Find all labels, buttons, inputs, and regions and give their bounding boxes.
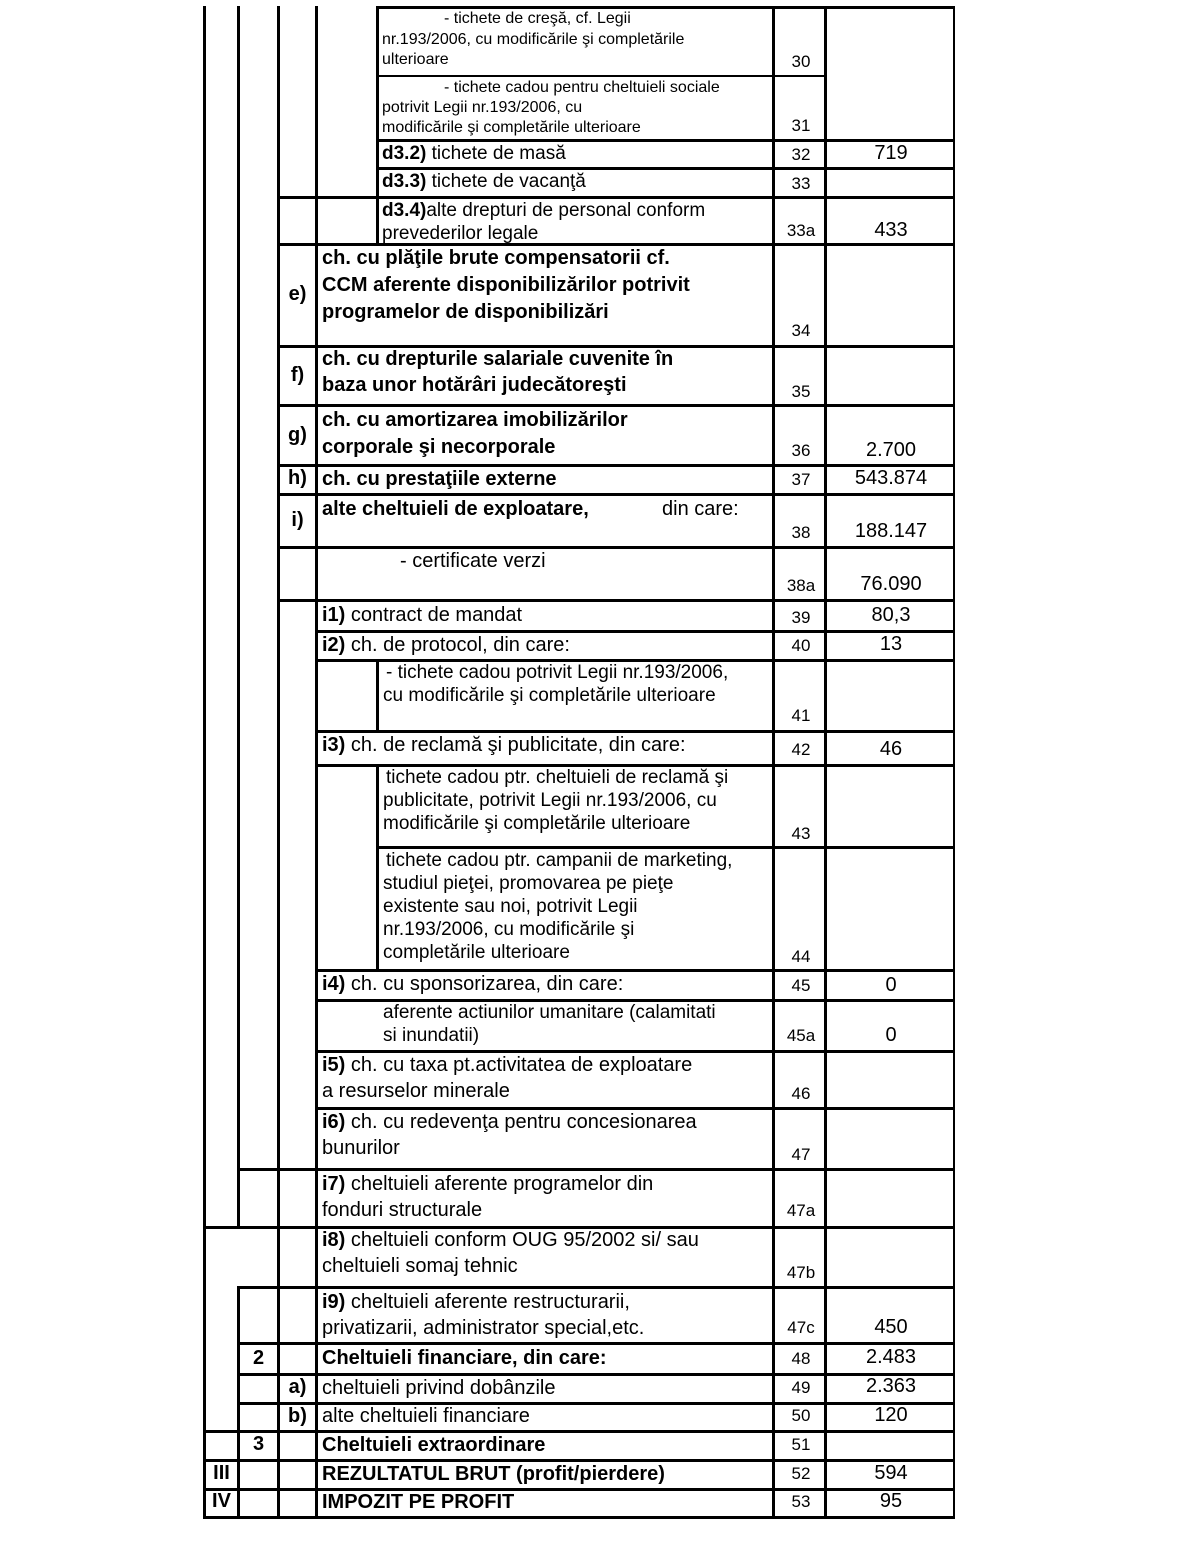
row-39-text: contract de mandat: [345, 604, 523, 626]
row-37-code: 37: [791, 470, 811, 489]
row-42-text: ch. de reclamă şi publicitate, din care:: [345, 734, 686, 756]
row-38a-code: 38a: [786, 576, 816, 595]
row-47-line2: bunurilor: [322, 1137, 400, 1159]
row-49-text: cheltuieli privind dobânzile: [322, 1377, 556, 1399]
row-52-value: 594: [874, 1462, 908, 1484]
row-30-line3: ulterioare: [382, 51, 449, 68]
row-49-code: 49: [791, 1378, 811, 1397]
row-53-text: IMPOZIT PE PROFIT: [322, 1491, 515, 1513]
row-47a-text: cheltuieli aferente programelor din: [345, 1173, 654, 1195]
row-38-code: 38: [791, 523, 811, 542]
row-39-prefix: i1): [322, 604, 346, 626]
row-44-line1: tichete cadou ptr. campanii de marketing,: [386, 850, 733, 871]
row-47-prefix: i6): [322, 1111, 346, 1133]
row-33a-code: 33a: [786, 221, 816, 240]
row-33-label: [382, 170, 586, 194]
row-46-text: ch. cu taxa pt.activitatea de exploatare: [345, 1054, 693, 1076]
col-divider: [277, 6, 280, 1518]
row-33a-line1: [382, 199, 705, 223]
row-40-prefix: i2): [322, 634, 346, 656]
row-41-code: 41: [791, 706, 811, 725]
row-47c-line1: [322, 1289, 630, 1316]
row-31-line3: modificările şi completările ulterioare: [382, 119, 641, 136]
row-32-code: 32: [791, 145, 811, 164]
row-34-line2: CCM aferente disponibilizărilor potrivit: [322, 274, 690, 296]
row-33a-prefix: d3.4): [382, 200, 427, 221]
row-33a-line2: prevederilor legale: [382, 223, 539, 244]
row-30-code: 30: [791, 52, 811, 71]
col-divider: [315, 6, 318, 1518]
row-47c-code: 47c: [787, 1318, 815, 1337]
row-35-line2: baza unor hotărâri judecătoreşti: [322, 374, 627, 396]
row-48-text: Cheltuieli financiare, din care:: [322, 1347, 607, 1369]
row-33-text: tichete de vacanţă: [426, 171, 586, 192]
row-31-line1: - tichete cadou pentru cheltuieli sociale: [444, 79, 720, 96]
row-45-label: [322, 971, 623, 998]
row-37-letter: h): [288, 467, 307, 489]
row-52-text: REZULTATUL BRUT (profit/pierdere): [322, 1463, 665, 1485]
row-43-line2: publicitate, potrivit Legii nr.193/2006, cu: [383, 790, 717, 811]
row-45a-value: 0: [885, 1024, 897, 1046]
row-32-label: [382, 142, 566, 166]
row-45a-line1: aferente actiunilor umanitare (calamitati: [383, 1002, 716, 1023]
row-47a-prefix: i7): [322, 1173, 346, 1195]
row-38-value: 188.147: [854, 520, 928, 542]
row-45-text: ch. cu sponsorizarea, din care:: [345, 973, 624, 995]
row-40-label: [322, 632, 570, 659]
row-30-line1: - tichete de creşă, cf. Legii: [444, 10, 631, 27]
row-42-value: 46: [879, 738, 903, 760]
col-divider: [376, 764, 379, 970]
row-42-label: [322, 732, 686, 759]
row-40-value: 13: [879, 633, 903, 655]
row-36-value: 2.700: [865, 439, 917, 461]
row-36-line2: corporale şi necorporale: [322, 436, 556, 458]
row-47b-text: cheltuieli conform OUG 95/2002 si/ sau: [345, 1229, 699, 1251]
row-32-value: 719: [874, 142, 908, 164]
row-36-code: 36: [791, 441, 811, 460]
row-47-text: ch. cu redevenţa pentru concesionarea: [345, 1111, 697, 1133]
row-53-code: 53: [791, 1492, 811, 1511]
row-44-code: 44: [791, 947, 811, 966]
row-39-label: [322, 602, 522, 629]
row-38-letter: i): [291, 509, 304, 531]
row-38a-text: - certificate verzi: [400, 550, 546, 572]
row-35-line1: ch. cu drepturile salariale cuvenite în: [322, 348, 674, 370]
row-47c-value: 450: [874, 1316, 908, 1338]
row-47a-code: 47a: [786, 1201, 816, 1220]
row-36-letter: g): [288, 424, 307, 446]
col-divider: [376, 6, 379, 244]
row-45a-line2: si inundatii): [383, 1025, 480, 1046]
row-40-text: ch. de protocol, din care:: [345, 634, 570, 656]
row-43-code: 43: [791, 824, 811, 843]
row-50-letter: b): [288, 1405, 307, 1427]
row-44-line5: completările ulterioare: [383, 942, 570, 963]
row-47b-prefix: i8): [322, 1229, 346, 1251]
row-45-value: 0: [885, 974, 897, 996]
row-34-letter: e): [288, 283, 307, 305]
row-42-code: 42: [791, 740, 811, 759]
col-divider: [237, 6, 240, 1226]
row-38a-value: 76.090: [860, 573, 922, 595]
row-49-letter: a): [288, 1376, 307, 1398]
row-47a-line1: [322, 1171, 653, 1198]
row-39-code: 39: [791, 608, 811, 627]
row-53-value: 95: [879, 1490, 903, 1512]
row-53-roman: IV: [212, 1490, 231, 1512]
row-51-code: 51: [791, 1435, 811, 1454]
row-46-prefix: i5): [322, 1054, 346, 1076]
row-divider: [203, 1430, 955, 1433]
row-44-line2: studiul pieţei, promovarea pe pieţe: [383, 873, 674, 894]
row-47-code: 47: [791, 1145, 811, 1164]
row-42-prefix: i3): [322, 734, 346, 756]
row-47c-text: cheltuieli aferente restructurarii,: [345, 1291, 630, 1313]
row-37-value: 543.874: [854, 467, 928, 489]
row-39-value: 80,3: [871, 604, 911, 626]
table-border-bottom: [203, 1516, 955, 1519]
row-47c-line2: privatizarii, administrator special,etc.: [322, 1317, 645, 1339]
row-33-prefix: d3.3): [382, 171, 427, 192]
row-32-prefix: d3.2): [382, 143, 427, 164]
row-34-code: 34: [791, 321, 811, 340]
row-46-line2: a resurselor minerale: [322, 1080, 510, 1102]
row-48-number: 2: [252, 1347, 265, 1369]
row-49-value: 2.363: [865, 1375, 917, 1397]
col-divider: [376, 660, 379, 730]
row-44-line3: existente sau noi, potrivit Legii: [383, 896, 638, 917]
row-47c-prefix: i9): [322, 1291, 346, 1313]
row-38-suffix: din care:: [662, 498, 739, 520]
row-33a-value: 433: [874, 219, 908, 241]
row-48-code: 48: [791, 1349, 811, 1368]
row-35-code: 35: [791, 382, 811, 401]
row-43-line1: tichete cadou ptr. cheltuieli de reclamă şi: [386, 767, 729, 788]
row-30-line2: nr.193/2006, cu modificările şi completările: [382, 31, 685, 48]
row-37-text: ch. cu prestaţiile externe: [322, 468, 557, 490]
row-51-text: Cheltuieli extraordinare: [322, 1434, 546, 1456]
row-47b-code: 47b: [786, 1263, 816, 1282]
row-34-line3: programelor de disponibilizări: [322, 301, 609, 323]
row-45-code: 45: [791, 976, 811, 995]
row-52-code: 52: [791, 1464, 811, 1483]
row-31-line2: potrivit Legii nr.193/2006, cu: [382, 99, 583, 116]
row-35-letter: f): [290, 364, 305, 386]
row-47-line1: [322, 1109, 697, 1136]
row-45a-code: 45a: [786, 1026, 816, 1045]
row-40-code: 40: [791, 636, 811, 655]
table-border-left: [203, 6, 206, 1518]
row-51-number: 3: [252, 1433, 265, 1455]
row-46-line1: [322, 1052, 692, 1079]
row-32-text: tichete de masă: [426, 143, 566, 164]
row-41-line1: - tichete cadou potrivit Legii nr.193/2006,: [386, 662, 729, 683]
row-31-code: 31: [791, 116, 811, 135]
row-47b-line1: [322, 1227, 699, 1254]
row-36-line1: ch. cu amortizarea imobilizărilor: [322, 409, 628, 431]
row-48-value: 2.483: [865, 1346, 917, 1368]
row-52-roman: III: [213, 1462, 230, 1484]
row-34-line1: ch. cu plăţile brute compensatorii cf.: [322, 247, 670, 269]
row-50-code: 50: [791, 1406, 811, 1425]
row-38-text: alte cheltuieli de exploatare,: [322, 498, 589, 520]
row-41-line2: cu modificările şi completările ulterioare: [383, 685, 716, 706]
row-47b-line2: cheltuieli somaj tehnic: [322, 1255, 518, 1277]
row-33-code: 33: [791, 174, 811, 193]
row-50-text: alte cheltuieli financiare: [322, 1405, 530, 1427]
row-50-value: 120: [874, 1404, 908, 1426]
row-47a-line2: fonduri structurale: [322, 1199, 483, 1221]
row-divider: [277, 546, 955, 549]
row-43-line3: modificările şi completările ulterioare: [383, 813, 691, 834]
row-33a-text: alte drepturi de personal conform: [426, 200, 706, 221]
row-46-code: 46: [791, 1084, 811, 1103]
row-45-prefix: i4): [322, 973, 346, 995]
row-44-line4: nr.193/2006, cu modificările şi: [383, 919, 635, 940]
